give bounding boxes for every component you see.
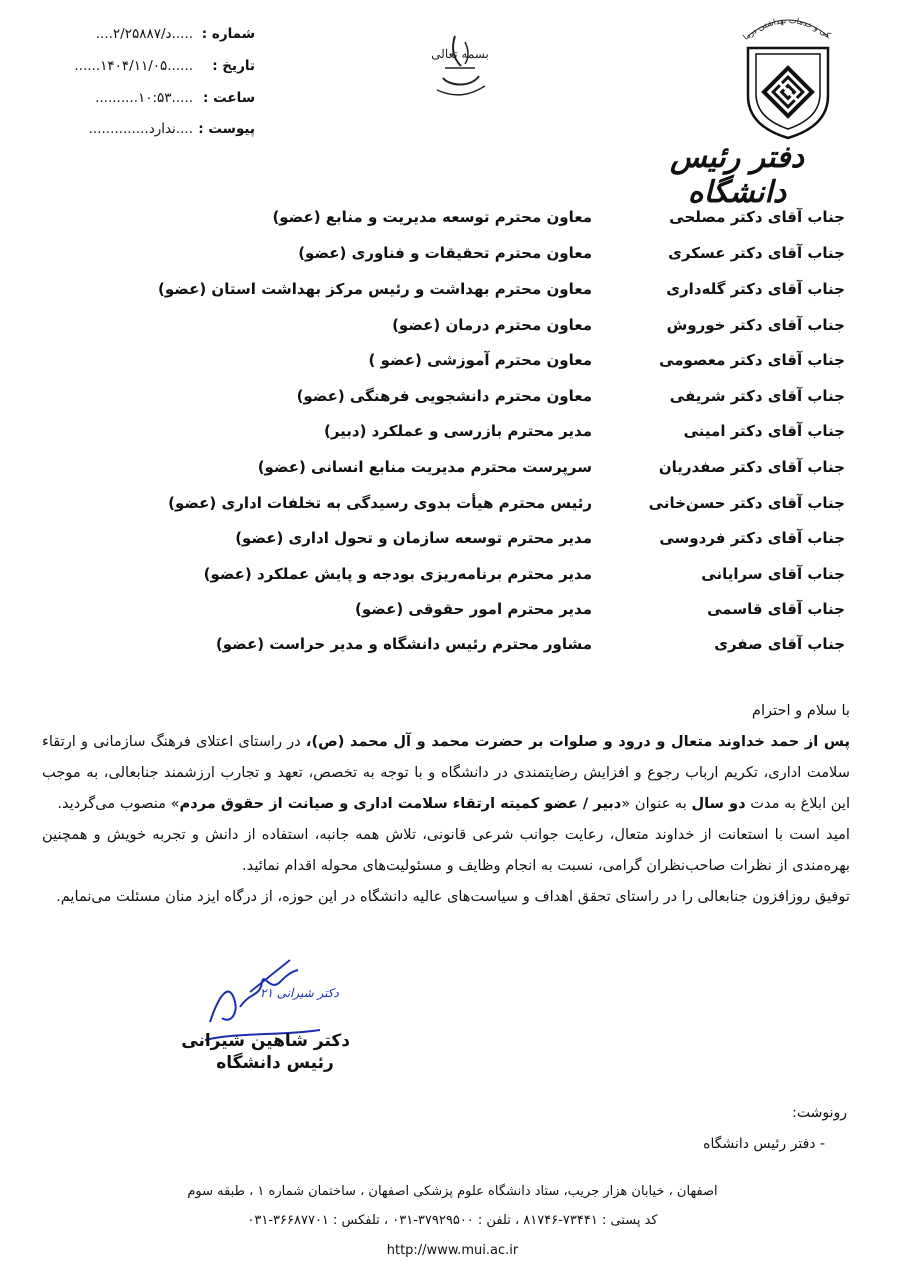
meta-number [30,21,255,47]
paragraph-text: به عنوان « [621,795,687,812]
footer-address: اصفهان ، خیابان هزار جریب، ستاد دانشگاه علوم پزشکی اصفهان ، ساختمان شماره ۱ ، طبقه سوم [187,1184,718,1199]
recipient-role: سرپرست محترم مدیریت منابع انسانی (عضو) [257,458,592,476]
meta-value: ..............ندارد.... [88,121,193,137]
university-seal-logo [738,6,838,141]
meta-date [30,53,255,79]
recipient-row [0,414,905,448]
recipient-row [0,627,905,661]
signatory-title: رئیس دانشگاه [216,1053,334,1073]
letter-body [42,695,850,912]
recipient-role: معاون محترم توسعه مدیریت و منابع (عضو) [272,208,592,226]
recipient-row [0,308,905,342]
paragraph-text: » منصوب می‌گردید. [57,795,180,812]
recipient-role: معاون محترم درمان (عضو) [392,316,592,334]
recipient-role: معاون محترم بهداشت و رئیس مرکز بهداشت استان (عضو) [158,280,592,298]
meta-attachment [30,116,255,142]
recipient-row [0,379,905,413]
intro-bold: پس از حمد خداوند متعال و درود و صلوات بر حضرت محمد و آل محمد (ص)، [305,733,850,750]
recipient-role: مشاور محترم رئیس دانشگاه و مدیر حراست (عضو) [215,635,592,653]
recipient-name: جناب آقای قاسمی [707,600,845,618]
office-title: دفتر رئیس دانشگاه [670,140,804,210]
paragraph-hope: امید است با استعانت از خداوند متعال، رعایت جوانب شرعی قانونی، تلاش همه جانبه، استفاده از دانش و تجربه خویش و همچنین بهره‌مندی از نظرات صاحب‌نظران گرامی، نسبت به انجام وظایف و مسئولیت‌های محوله اقدام نمائید. [42,826,850,874]
footer-url[interactable]: http://www.mui.ac.ir [386,1243,519,1258]
recipient-role: مدیر محترم برنامه‌ریزی بودجه و پایش عملکرد (عضو) [203,565,592,583]
recipient-name: جناب آقای دکتر فردوسی [659,529,845,547]
recipient-name: جناب آقای دکتر شریفی [669,387,845,405]
recipient-row [0,557,905,591]
recipient-role: مدیر محترم امور حقوقی (عضو) [355,600,592,618]
cc-label: رونوشت: [792,1105,847,1121]
recipient-name: جناب آقای دکتر معصومی [659,351,845,369]
signature-scribble-text: دکتر شیرانی ۲۱ [260,986,339,1000]
recipient-name: جناب آقای دکتر حسن‌خانی [648,494,845,512]
footer-contact: کد پستی : ۷۳۴۴۱-۸۱۷۴۶ ، تلفن : ۳۷۹۲۹۵۰۰-۰۳۱ ، تلفکس : ۳۶۶۸۷۷۰۱-۰۳۱ [247,1213,658,1228]
meta-label: ساعت : [203,90,255,106]
recipient-row [0,521,905,555]
meta-label: شماره : [201,26,255,42]
recipient-row [0,236,905,270]
recipient-name: جناب آقای دکتر مصلحی [669,208,845,226]
meta-time [30,85,255,111]
bismillah-calligraphy [425,28,495,100]
recipient-row [0,450,905,484]
cc-item: - دفتر رئیس دانشگاه [703,1136,825,1152]
meta-value: ......۱۴۰۴/۱۱/۰۵...... [74,58,193,74]
seal-arc-text: کی و خدمات بهداشتی درما [741,15,833,42]
paragraph-appointment [42,726,850,819]
meta-label: پیوست : [198,121,255,137]
svg-text:دانشگاه علوم پزشکی و خدمات بهد [738,6,833,42]
recipient-role: معاون محترم آموزشی (عضو ) [368,351,592,369]
recipient-name: جناب آقای دکتر امینی [683,422,845,440]
paragraph-text: در راستای اعتلای فرهنگ سازمانی و ارتقاء سلامت اداری، تکریم ارباب رجوع و افزایش رضایتمندی در دانشگاه و با توجه به تخصص، تعهد و تجارب ارزشمند جنابعالی، به موجب این ابلاغ به مدت [42,733,850,812]
meta-value: ..........۱۰:۵۳..... [95,90,193,106]
recipient-name: جناب آقای صفری [714,635,845,653]
recipient-row [0,592,905,626]
recipient-name: جناب آقای دکتر گله‌داری [666,280,845,298]
signatory-name: دکتر شاهین شیرانی [181,1031,350,1051]
recipient-name: جناب آقای دکتر عسکری [668,244,845,262]
recipient-role: معاون محترم دانشجویی فرهنگی (عضو) [296,387,592,405]
duration-bold: دو سال [691,795,746,812]
recipient-row [0,343,905,377]
recipient-role: معاون محترم تحقیقات و فناوری (عضو) [298,244,592,262]
meta-label: تاریخ : [212,58,255,74]
recipient-row [0,272,905,306]
recipient-name: جناب آقای سرایانی [701,565,845,583]
recipient-row [0,200,905,234]
meta-value: ....د/۲/۲۵۸۸۷..... [95,26,193,42]
recipient-name: جناب آقای دکتر خوروش [666,316,845,334]
recipient-role: مدیر محترم توسعه سازمان و تحول اداری (عضو) [235,529,592,547]
paragraph-wish: توفیق روزافزون جنابعالی را در راستای تحقق اهداف و سیاست‌های عالیه دانشگاه در این حوزه، از درگاه ایزد منان مسئلت می‌نمایم. [56,888,850,905]
recipient-name: جناب آقای دکتر صفدریان [658,458,845,476]
bismillah-text: بسمه تعالی [431,47,489,61]
recipient-role: مدیر محترم بازرسی و عملکرد (دبیر) [323,422,592,440]
greeting: با سلام و احترام [751,702,850,719]
position-bold: دبیر / عضو کمیته ارتقاء سلامت اداری و صیانت از حقوق مردم [179,795,622,812]
recipient-role: رئیس محترم هیأت بدوی رسیدگی به تخلفات اداری (عضو) [168,494,592,512]
recipient-row [0,486,905,520]
